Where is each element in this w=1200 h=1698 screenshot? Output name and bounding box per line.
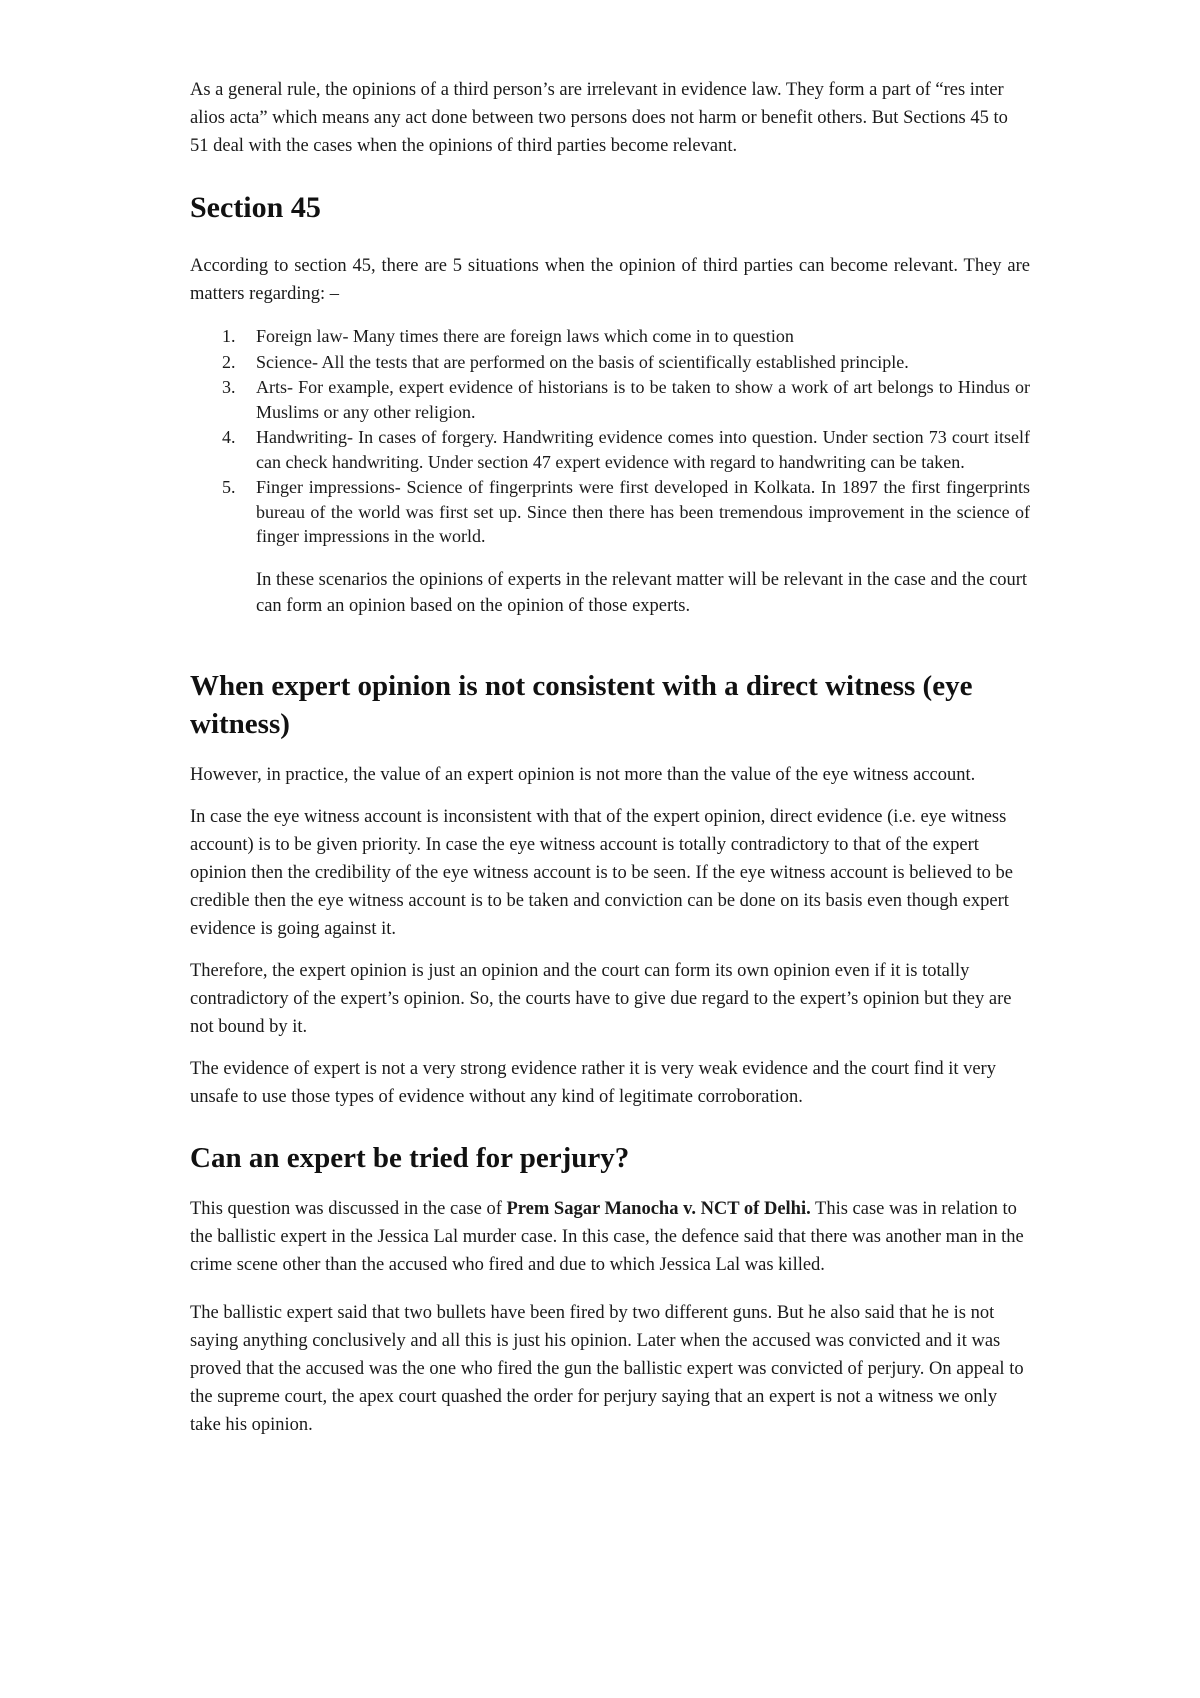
perjury-heading: Can an expert be tried for perjury? <box>190 1141 630 1174</box>
section-45-heading: Section 45 <box>190 191 321 224</box>
perjury-text: This case was in relation to the ballistic expert in the Jessica Lal murder case. In this case, the defence said that there was another man in the crime scene other than the accused who fired and due to which Jessica Lal was killed. <box>190 1198 1024 1275</box>
consistency-paragraph: Therefore, the expert opinion is just an opinion and the court can form its own opinion even if it is totally contradictory of the expert’s opinion. So, the courts have to give due regard to the expert’s opinion but they are not bound by it. <box>190 960 1012 1037</box>
section-45-conclusion: In these scenarios the opinions of experts in the relevant matter will be relevant in the case and the court can form an opinion based on the opinion of those experts. <box>256 569 1028 616</box>
list-text: Foreign law- Many times there are foreign laws which come in to question <box>256 326 794 346</box>
perjury-text: This question was discussed in the case of <box>190 1198 507 1219</box>
consistency-paragraph: In case the eye witness account is inconsistent with that of the expert opinion, direct evidence (i.e. eye witness account) is to be given priority. In case the eye witness account is totally contradictory to that of the expert opinion then the credibility of the eye witness account is to be seen. If the eye witness account is believed to be credible then the eye witness account is to be taken and conviction can be done on its basis even though expert evidence is going against it. <box>190 806 1014 939</box>
consistency-paragraph: The evidence of expert is not a very strong evidence rather it is very weak evidence and the court find it very unsafe to use those types of evidence without any kind of legitimate corroboration. <box>190 1058 996 1107</box>
list-number: 4. <box>222 427 236 447</box>
case-citation: Prem Sagar Manocha v. NCT of Delhi. <box>506 1198 811 1219</box>
list-text: Arts- For example, expert evidence of historians is to be taken to show a work of art belongs to Hindus or Muslims or any other religion. <box>256 377 1030 422</box>
list-text: Finger impressions- Science of fingerprints were first developed in Kolkata. In 1897 the first fingerprints bureau of the world was first set up. Since then there has been tremendous improvement in the science of finger impressions in the world. <box>256 477 1030 546</box>
perjury-paragraph: The ballistic expert said that two bullets have been fired by two different guns. But he also said that he is not saying anything conclusively and all this is just his opinion. Later when the accused was convicted and it was proved that the accused was the one who fired the gun the ballistic expert was convicted of perjury. On appeal to the supreme court, the apex court quashed the order for perjury saying that an expert is not a witness we only take his opinion. <box>190 1302 1024 1435</box>
consistency-paragraph: However, in practice, the value of an expert opinion is not more than the value of the eye witness account. <box>190 764 976 785</box>
intro-paragraph: As a general rule, the opinions of a third person’s are irrelevant in evidence law. They form a part of “res inter alios acta” which means any act done between two persons does not harm or benefit others. But Sections 45 to 51 deal with the cases when the opinions of third parties become relevant. <box>190 80 1008 156</box>
situations-list <box>190 324 1030 549</box>
list-number: 5. <box>222 477 236 497</box>
list-item <box>190 475 1030 549</box>
list-text: Science- All the tests that are performed on the basis of scientifically established principle. <box>256 351 909 372</box>
list-item <box>190 350 1030 375</box>
list-number: 2. <box>222 351 236 372</box>
list-number: 1. <box>222 326 236 346</box>
consistency-heading: When expert opinion is not consistent with a direct witness (eye witness) <box>190 669 973 740</box>
document-page <box>190 76 1030 1439</box>
section-45-intro: According to section 45, there are 5 situations when the opinion of third parties can become relevant. They are matters regarding: – <box>190 256 1030 304</box>
list-item <box>190 425 1030 474</box>
list-text: Handwriting- In cases of forgery. Handwriting evidence comes into question. Under section 73 court itself can check handwriting. Under section 47 expert evidence with regard to handwriting can be taken. <box>256 427 1030 472</box>
list-number: 3. <box>222 377 236 397</box>
list-item <box>190 324 1030 349</box>
perjury-paragraph <box>190 1195 1030 1279</box>
list-item <box>190 375 1030 424</box>
